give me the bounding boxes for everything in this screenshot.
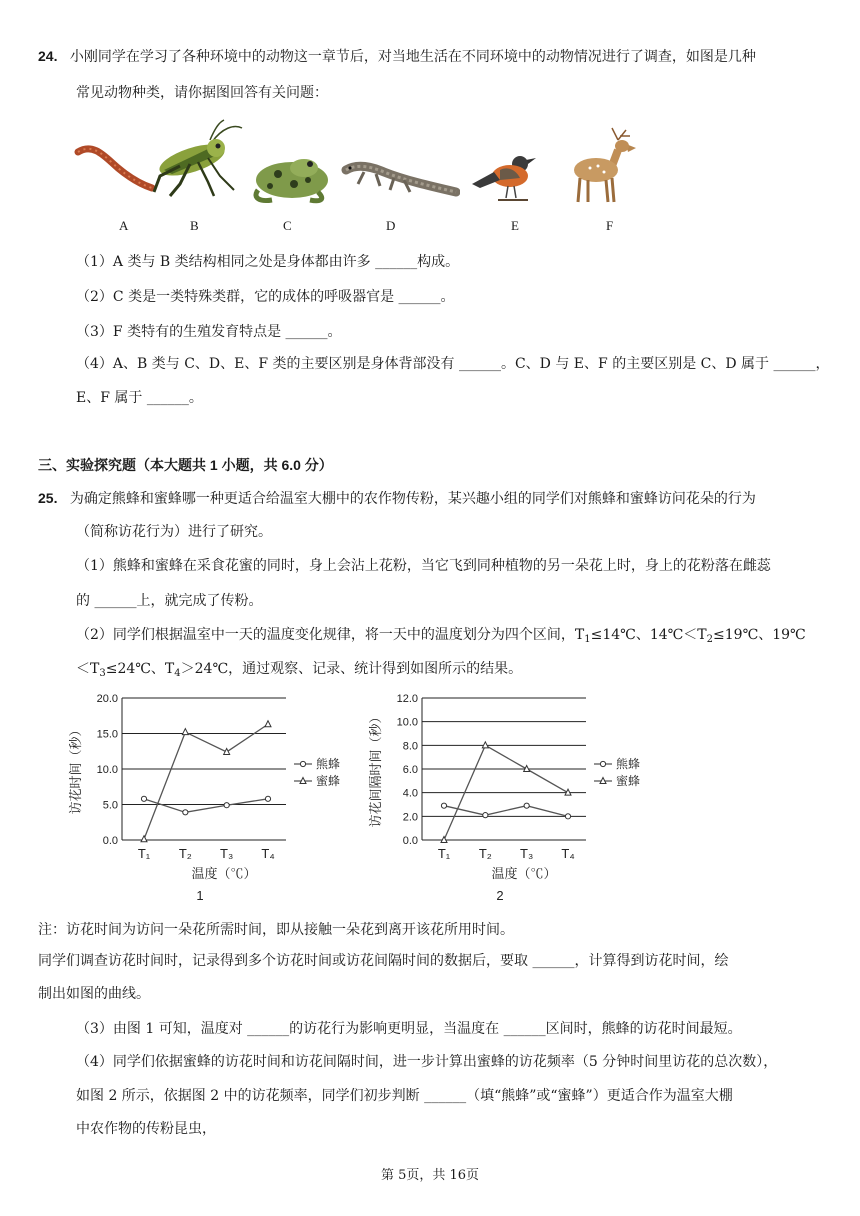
chart-1-xtick-3: T₄: [261, 846, 275, 861]
chart-1-ytick-4: 20.0: [96, 693, 118, 705]
q25-intro-line2: （简称访花行为）进行了研究。: [76, 524, 272, 540]
chart-1-xtick-2: T₃: [220, 846, 234, 861]
animal-label-a: A: [119, 218, 129, 233]
q25-sub4-line1: （4）同学们依据蜜蜂的访花时间和访花间隔时间，进一步计算出蜜蜂的访花频率（5 分钟时间里访花的总次数），: [76, 1054, 778, 1070]
chart-2-point-0-3: [565, 814, 570, 819]
q24-sub3: （3）F 类特有的生殖发育特点是 ______。: [76, 324, 342, 340]
chart-2-xtick-1: T₂: [478, 846, 492, 861]
animal-label-b: B: [190, 218, 199, 233]
chart-1-ytick-2: 10.0: [96, 764, 118, 776]
chart-2-legend-label-1: 蜜蜂: [616, 774, 641, 788]
chart-1-series-line-0: [144, 799, 268, 812]
q25-sub2-line1: （2）同学们根据温室中一天的温度变化规律，将一天中的温度划分为四个区间，$T_1\le 14℃$、$14℃<T_2\le 19℃$、19℃: [76, 627, 806, 645]
animal-label-d: D: [386, 218, 396, 233]
q25-sub4-line3: 中农作物的传粉昆虫，: [76, 1121, 216, 1137]
lizard-icon: [340, 150, 460, 202]
q25-note: 注：访花时间为访问一朵花所需时间，即从接触一朵花到离开该花所用时间。: [38, 922, 514, 938]
chart-1-legend-label-1: 蜜蜂: [316, 774, 341, 788]
q24-sub1: （1）A 类与 B 类结构相同之处是身体都由许多 ______构成。: [76, 254, 460, 270]
grasshopper-icon: [150, 118, 246, 200]
chart-2-ytick-3: 6.0: [402, 764, 418, 776]
chart-1-point-0-1: [183, 810, 188, 815]
chart-2-ytick-1: 2.0: [402, 811, 418, 824]
chart-1-ytick-0: 0.0: [102, 835, 118, 847]
chart-1-point-0-3: [265, 796, 270, 801]
chart-1-ytick-1: 5.0: [102, 799, 118, 812]
chart-1-point-1-0: [141, 836, 147, 842]
chart-1-point-1-1: [182, 729, 188, 735]
page-footer: 第 5页，共 16页: [380, 1168, 480, 1183]
chart-1-series-line-1: [144, 724, 268, 839]
chart-1-point-0-2: [224, 803, 229, 808]
chart-2-ytick-0: 0.0: [402, 835, 418, 847]
chart-2-xtick-2: T₃: [520, 846, 534, 861]
chart-2-ylabel: 访花间隔时间（秒）: [368, 710, 383, 828]
q24-number: 24.: [38, 48, 58, 64]
q24-intro-text: 小刚同学在学习了各种环境中的动物这一章节后，对当地生活在不同环境中的动物情况进行了调查，如图是几种: [69, 49, 756, 65]
chart-2-xtick-3: T₄: [561, 846, 575, 861]
chart-2-legend-marker-0: [600, 761, 605, 766]
deer-icon: [566, 126, 642, 206]
chart-2-point-0-0: [441, 803, 446, 808]
chart-1-legend-label-0: 熊蜂: [316, 757, 341, 771]
chart-2-xtick-0: T₁: [437, 846, 451, 861]
chart-2-point-1-1: [482, 742, 488, 748]
chart-1-legend-marker-0: [300, 761, 305, 766]
chart-1-svg: [60, 688, 350, 904]
chart-1-figure-label: 1: [196, 888, 204, 903]
q25-sub1-line2: 的 ______上，就完成了传粉。: [76, 593, 263, 609]
chart-2-svg: [360, 688, 650, 904]
animal-label-f: F: [606, 218, 614, 233]
chart-2-series-line-0: [444, 806, 568, 817]
chart-2-figure-label: 2: [496, 888, 504, 903]
earthworm-icon: [74, 138, 156, 198]
q25-sub3: （3）由图 1 可知，温度对 ______的访花行为影响更明显，当温度在 ______区间时，熊蜂的访花时间最短。: [76, 1021, 742, 1037]
chart-1-xtick-1: T₂: [178, 846, 192, 861]
animal-label-c: C: [283, 218, 292, 233]
chart-2-ytick-6: 12.0: [396, 693, 418, 705]
q24-sub4-line2: E、F 属于 ______。: [76, 390, 203, 406]
q25-para-line2: 制出如图的曲线。: [38, 986, 150, 1002]
bird-icon: [470, 148, 550, 208]
animal-label-e: E: [511, 218, 519, 233]
chart-1-xlabel: 温度（℃）: [191, 866, 257, 881]
chart-1-ytick-3: 15.0: [96, 728, 118, 741]
chart-2-legend-label-0: 熊蜂: [616, 757, 641, 771]
chart-2: [360, 688, 650, 908]
chart-2-ytick-2: 4.0: [402, 787, 418, 800]
q25-sub4-line2: 如图 2 所示，依据图 2 中的访花频率，同学们初步判断 ______（填“熊蜂”或“蜜蜂”）更适合作为温室大棚: [76, 1088, 733, 1104]
q25-sub2-line2: $<T_3\le 24℃$、$T_4>24℃$，通过观察、记录、统计得到如图所示的结果。: [76, 661, 523, 679]
chart-2-ytick-4: 8.0: [402, 740, 418, 753]
chart-1-point-1-3: [265, 721, 271, 727]
q24-sub2: （2）C 类是一类特殊类群，它的成体的呼吸器官是 ______。: [76, 289, 455, 305]
q25-number: 25.: [38, 490, 58, 506]
chart-2-point-0-2: [524, 803, 529, 808]
q25-intro-text: 为确定熊蜂和蜜蜂哪一种更适合给温室大棚中的农作物传粉，某兴趣小组的同学们对熊蜂和蜜蜂访问花朵的行为: [69, 491, 756, 507]
chart-1-xtick-0: T₁: [137, 846, 151, 861]
q24-sub4-line1: （4）A、B 类与 C、D、E、F 类的主要区别是身体背部没有 ______。C、D 与 E、F 的主要区别是 C、D 属于 ______，: [76, 356, 830, 372]
chart-1-ylabel: 访花时间（秒）: [68, 723, 83, 815]
chart-2-ytick-5: 10.0: [396, 716, 418, 729]
frog-icon: [248, 150, 334, 204]
chart-2-point-0-1: [483, 813, 488, 818]
q24-intro-line1: [38, 46, 756, 67]
section-heading: 三、实验探究题（本大题共 1 小题，共 6.0 分）: [38, 457, 333, 473]
q24-intro-line2: 常见动物种类，请你据图回答有关问题：: [76, 85, 328, 101]
q25-para-line1: 同学们调查访花时间时，记录得到多个访花时间或访花间隔时间的数据后，要取 ______，计算得到访花时间，绘: [38, 953, 729, 969]
chart-1: [60, 688, 350, 908]
chart-2-xlabel: 温度（℃）: [491, 866, 557, 881]
chart-1-point-0-0: [141, 796, 146, 801]
q25-intro-line1: [38, 488, 756, 509]
q25-sub1-line1: （1）熊蜂和蜜蜂在采食花蜜的同时，身上会沾上花粉，当它飞到同种植物的另一朵花上时，身上的花粉落在雌蕊: [76, 558, 771, 574]
